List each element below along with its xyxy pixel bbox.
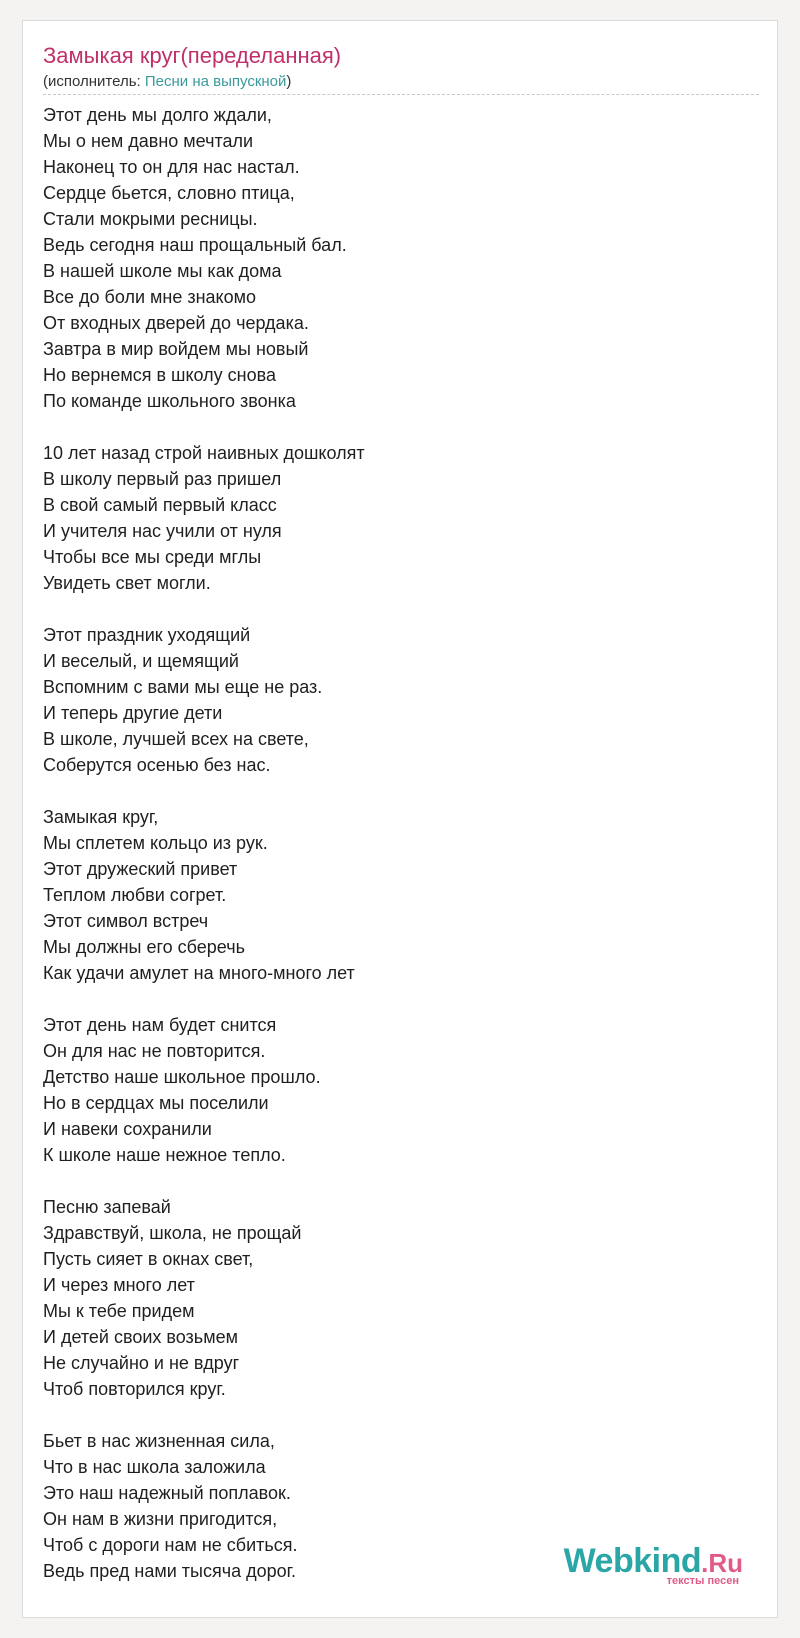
lyrics-line: Что в нас школа заложила: [43, 1457, 266, 1477]
lyrics-line: Этот день нам будет снится: [43, 1015, 277, 1035]
lyrics-line: Мы сплетем кольцо из рук.: [43, 833, 268, 853]
lyrics-line: И учителя нас учили от нуля: [43, 521, 282, 541]
lyrics-stanza: [43, 102, 759, 414]
logo-tld: .Ru: [701, 1548, 743, 1578]
lyrics-line: Мы о нем давно мечтали: [43, 131, 254, 151]
lyrics-line: К школе наше нежное тепло.: [43, 1145, 286, 1165]
lyrics-stanza: [43, 804, 759, 986]
lyrics-line: Он нам в жизни пригодится,: [43, 1509, 278, 1529]
lyrics-stanza: [43, 1012, 759, 1168]
lyrics-line: Не случайно и не вдруг: [43, 1353, 240, 1373]
lyrics-line: Но вернемся в школу снова: [43, 365, 276, 385]
lyrics-line: Наконец то он для нас настал.: [43, 157, 300, 177]
lyrics-line: Это наш надежный поплавок.: [43, 1483, 291, 1503]
lyrics-line: Этот дружеский привет: [43, 859, 238, 879]
lyrics-line: Вспомним с вами мы еще не раз.: [43, 677, 323, 697]
lyrics-line: Здравствуй, школа, не прощай: [43, 1223, 302, 1243]
webkind-logo[interactable]: [564, 1544, 743, 1587]
lyrics-line: Чтоб с дороги нам не сбиться.: [43, 1535, 298, 1555]
lyrics-line: В нашей школе мы как дома: [43, 261, 282, 281]
lyrics-card: [22, 20, 778, 1618]
artist-suffix: ): [286, 73, 292, 90]
lyrics-line: 10 лет назад строй наивных дошколят: [43, 443, 365, 463]
lyrics-line: Все до боли мне знакомо: [43, 287, 257, 307]
lyrics-line: Пусть сияет в окнах свет,: [43, 1249, 254, 1269]
song-title: Замыкая круг(переделанная): [43, 43, 342, 68]
lyrics-line: Детство наше школьное прошло.: [43, 1067, 321, 1087]
lyrics-line: Чтоб повторился круг.: [43, 1379, 226, 1399]
lyrics-line: Но в сердцах мы поселили: [43, 1093, 269, 1113]
lyrics-line: Теплом любви согрет.: [43, 885, 227, 905]
logo-tagline: тексты песен: [666, 1575, 739, 1587]
lyrics-line: Мы к тебе придем: [43, 1301, 195, 1321]
lyrics-line: В школе, лучшей всех на свете,: [43, 729, 309, 749]
lyrics-line: В школу первый раз пришел: [43, 469, 282, 489]
lyrics-line: Этот символ встреч: [43, 911, 209, 931]
lyrics-line: Мы должны его сберечь: [43, 937, 245, 957]
lyrics-line: По команде школьного звонка: [43, 391, 296, 411]
lyrics-line: Он для нас не повторится.: [43, 1041, 266, 1061]
lyrics-line: И через много лет: [43, 1275, 195, 1295]
lyrics-line: И детей своих возьмем: [43, 1327, 238, 1347]
title-divider: [43, 94, 759, 95]
lyrics-line: Ведь пред нами тысяча дорог.: [43, 1561, 296, 1581]
lyrics-line: И теперь другие дети: [43, 703, 223, 723]
lyrics-line: Как удачи амулет на много-много лет: [43, 963, 355, 983]
lyrics-line: И навеки сохранили: [43, 1119, 212, 1139]
lyrics-line: От входных дверей до чердака.: [43, 313, 309, 333]
lyrics-line: И веселый, и щемящий: [43, 651, 239, 671]
lyrics-line: Этот день мы долго ждали,: [43, 105, 272, 125]
lyrics-line: Бьет в нас жизненная сила,: [43, 1431, 275, 1451]
lyrics-stanza: [43, 622, 759, 778]
lyrics-stanza: [43, 440, 759, 596]
lyrics-line: Завтра в мир войдем мы новый: [43, 339, 309, 359]
lyrics-line: Увидеть свет могли.: [43, 573, 211, 593]
lyrics-line: Этот праздник уходящий: [43, 625, 251, 645]
lyrics-stanza: [43, 1194, 759, 1402]
artist-line: [43, 73, 291, 90]
lyrics-line: Соберутся осенью без нас.: [43, 755, 271, 775]
artist-prefix: (исполнитель:: [43, 73, 145, 90]
lyrics-line: Сердце бьется, словно птица,: [43, 183, 295, 203]
logo-name: Webkind: [563, 1542, 702, 1580]
lyrics-line: Замыкая круг,: [43, 807, 159, 827]
lyrics-line: Стали мокрыми ресницы.: [43, 209, 258, 229]
lyrics-line: Ведь сегодня наш прощальный бал.: [43, 235, 347, 255]
lyrics-body: [43, 102, 759, 1610]
lyrics-line: Песню запевай: [43, 1197, 171, 1217]
lyrics-line: В свой самый первый класс: [43, 495, 277, 515]
artist-link[interactable]: Песни на выпускной: [144, 73, 287, 90]
lyrics-line: Чтобы все мы среди мглы: [43, 547, 262, 567]
